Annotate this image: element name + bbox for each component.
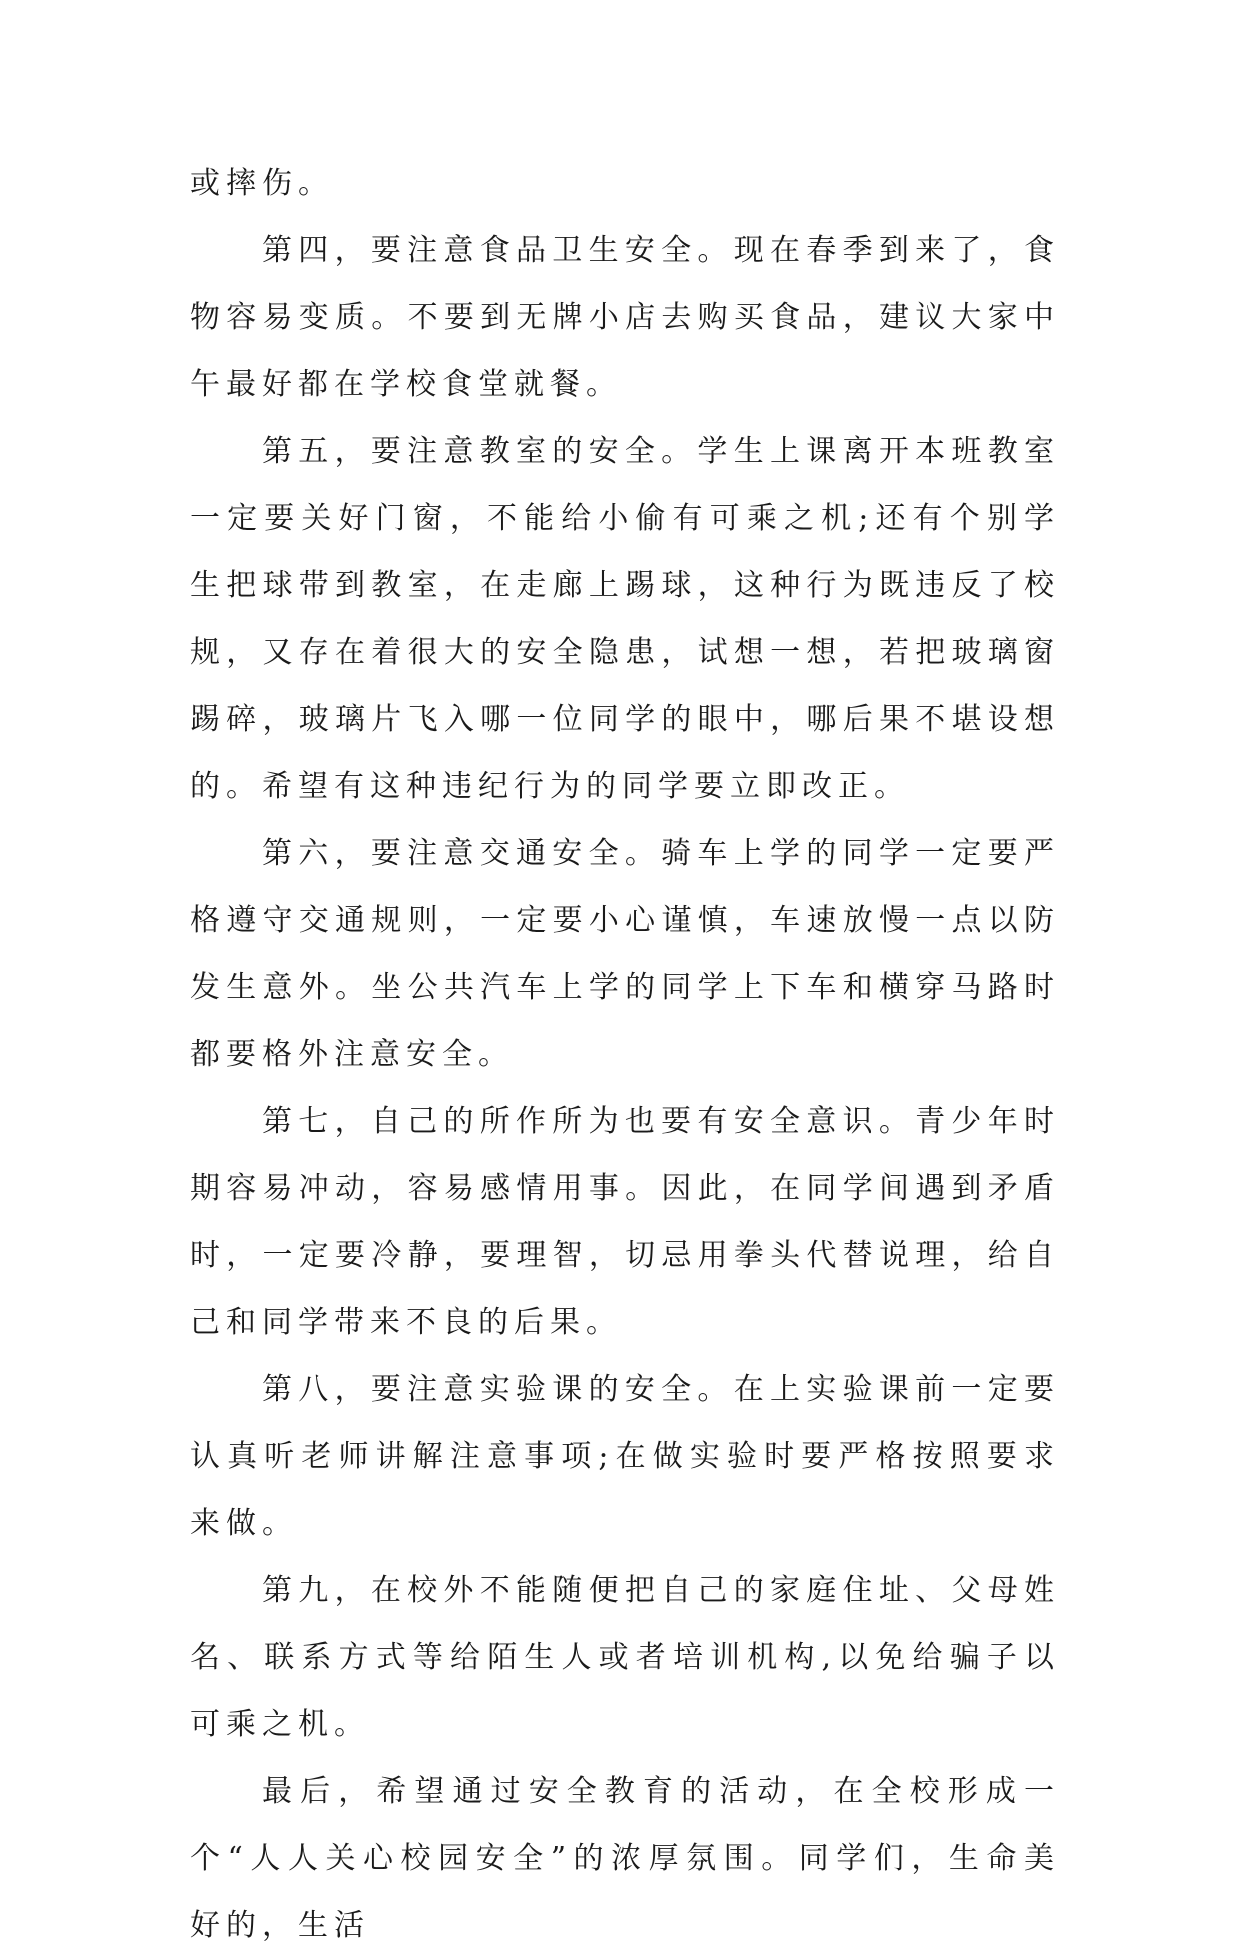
paragraph-conclusion: 最后，希望通过安全教育的活动，在全校形成一个“人人关心校园安全”的浓厚氛围。同学们，生命美好的，生活 (190, 1774, 1060, 1943)
paragraph-classroom-safety: 第五，要注意教室的安全。学生上课离开本班教室一定要关好门窗，不能给小偷有可乘之机;还有个别学生把球带到教室，在走廊上踢球，这种行为既违反了校规，又存在着很大的安全隐患，试想一想，若把玻璃窗踢碎，玻璃片飞入哪一位同学的眼中，哪后果不堪设想的。希望有这种违纪行为的同学要立即改正。 (190, 434, 1060, 804)
paragraph-continuation: 或摔伤。 (190, 166, 334, 201)
paragraph-food-safety: 第四，要注意食品卫生安全。现在春季到来了，食物容易变质。不要到无牌小店去购买食品，建议大家中午最好都在学校食堂就餐。 (190, 233, 1060, 402)
paragraph-traffic-safety: 第六，要注意交通安全。骑车上学的同学一定要严格遵守交通规则，一定要小心谨慎，车速放慢一点以防发生意外。坐公共汽车上学的同学上下车和横穿马路时都要格外注意安全。 (190, 836, 1060, 1072)
paragraph-privacy: 第九，在校外不能随便把自己的家庭住址、父母姓名、联系方式等给陌生人或者培训机构,以免给骗子以可乘之机。 (190, 1573, 1060, 1742)
paragraph-lab-safety: 第八，要注意实验课的安全。在上实验课前一定要认真听老师讲解注意事项;在做实验时要严格按照要求来做。 (190, 1372, 1060, 1541)
document-body (190, 150, 1060, 1959)
paragraph-self-awareness: 第七，自己的所作所为也要有安全意识。青少年时期容易冲动，容易感情用事。因此，在同学间遇到矛盾时，一定要冷静，要理智，切忌用拳头代替说理，给自己和同学带来不良的后果。 (190, 1104, 1060, 1340)
